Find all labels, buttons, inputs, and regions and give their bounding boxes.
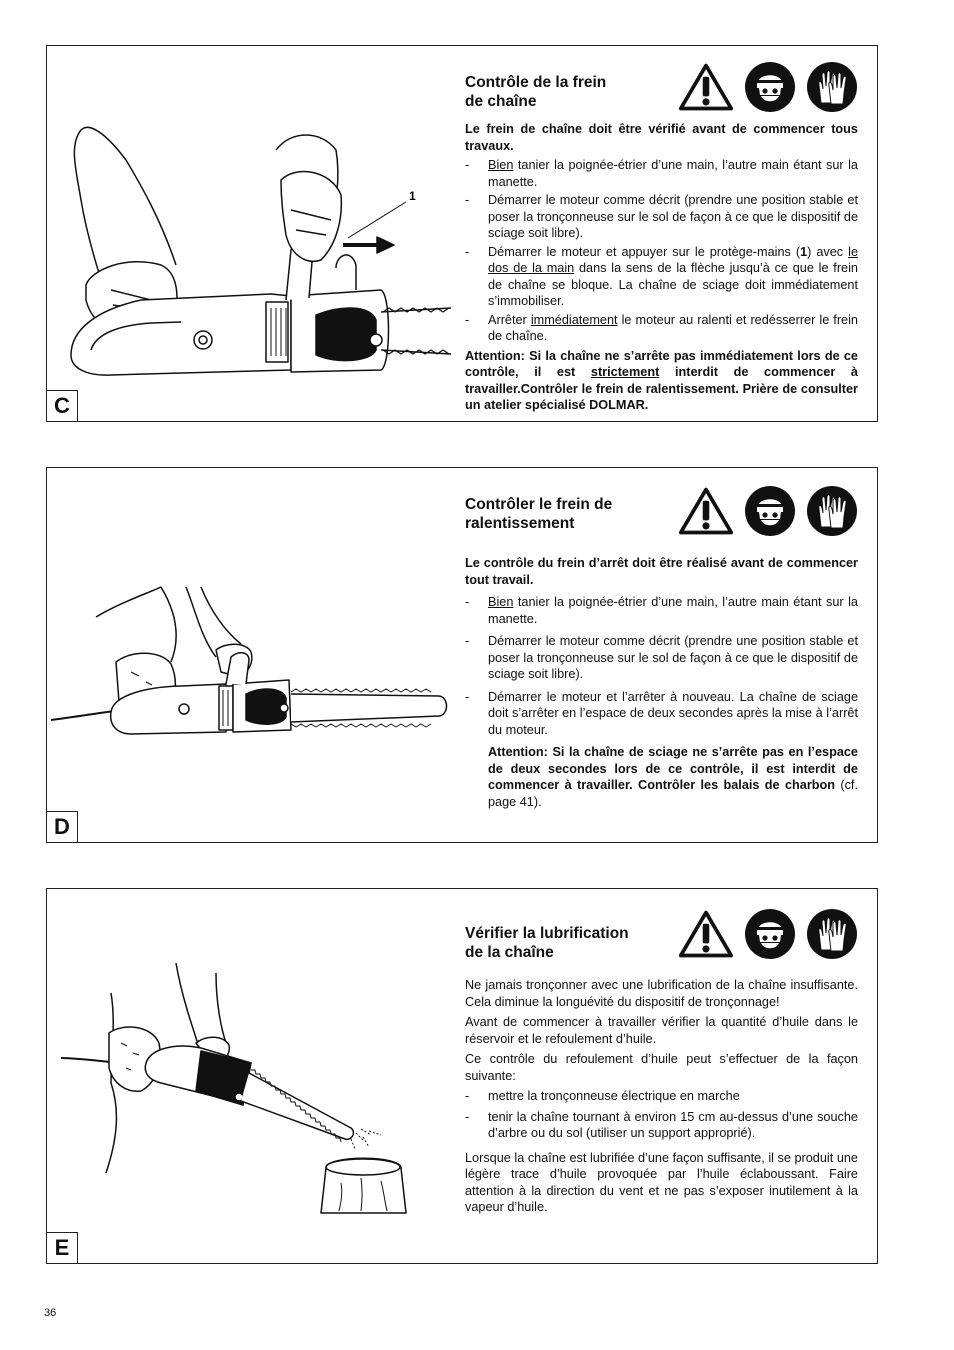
list-item: - Bien tanier la poignée-étrier d’une main, l’autre main étant sur la manette. [465,157,858,190]
section-d-panel [46,467,878,843]
section-e-paragraph: Ne jamais tronçonner avec une lubrification de la chaîne insuffisante. Cela diminue la longuévité du dispositif de tronçonnage! [465,978,858,1009]
list-item: - Démarrer le moteur comme décrit (prendre une position stable et poser la tronçonneuse sur le sol de façon à ce que le dispositif de sciage soit libre). [465,192,858,242]
list-item: - Bien tanier la poignée-étrier d’une main, l’autre main étant sur la manette. [465,594,858,627]
face-protection-icon [744,61,796,113]
section-c-heading: Contrôle de la frein de chaîne [465,74,607,110]
section-label: C [46,390,78,422]
chain-brake-illustration [51,50,451,380]
gloves-icon [806,61,858,113]
callout-number: 1 [409,189,416,203]
list-item: - Démarrer le moteur comme décrit (prendre une position stable et poser la tronçonneuse sur le sol de façon à ce que le dispositif de sciage soit libre). [465,633,858,683]
section-c-attention: Attention: Si la chaîne ne s’arrête pas immédiatement lors de ce contrôle, il est strictement interdit de commencer à travailler.Contrôler le frein de ralentissement. Prière de consulter un atelier spécialisé DOLMAR. [465,348,858,412]
section-c-panel [46,45,878,422]
face-protection-icon [744,908,796,960]
section-e-steps [465,1088,858,1142]
warning-triangle-icon [678,485,734,537]
safety-icons [678,61,858,113]
section-e-heading: Vérifier la lubrification de la chaîne [465,925,629,961]
section-e-panel [46,888,878,1264]
warning-triangle-icon [678,908,734,960]
section-c-intro: Le frein de chaîne doit être vérifié avant de commencer tous travaux. [465,122,858,153]
page-number: 36 [44,1307,57,1319]
section-e-paragraph: Avant de commencer à travailler vérifier la quantité d’huile dans le réservoir et le refoulement d’huile. [465,1015,858,1046]
list-item: - mettre la tronçonneuse électrique en marche [465,1088,858,1105]
safety-icons [678,485,858,537]
list-item: - tenir la chaîne tournant à environ 15 cm au-dessus d’une souche d’arbre ou du sol (utiliser un support approprié). [465,1109,858,1142]
section-e-paragraph: Ce contrôle du refoulement d’huile peut s’effectuer de la façon suivante: [465,1052,858,1083]
section-c-steps [465,157,858,345]
gloves-icon [806,908,858,960]
section-d-text [465,495,858,813]
chain-lubrication-illustration [51,893,451,1223]
section-e-paragraph: Lorsque la chaîne est lubrifiée d’une façon suffisante, il se produit une légère trace d’huile provoquée par l’huile éclaboussant. Faire attention à la direction du vent et ne pas s’exposer inutilement à la vapeur d’huile. [465,1150,858,1214]
section-d-steps [465,594,858,738]
section-label: D [46,811,78,843]
gloves-icon [806,485,858,537]
safety-icons [678,908,858,960]
section-d-heading: Contrôler le frein de ralentissement [465,496,613,532]
section-c-text [465,73,858,417]
list-item: - Démarrer le moteur et appuyer sur le protège-mains (1) avec le dos de la main dans la sens de la flèche jusqu’à ce que le frein de chaîne se bloque. La chaîne de sciage doit immédiatement s’immobiliser. [465,244,858,310]
warning-triangle-icon [678,61,734,113]
face-protection-icon [744,485,796,537]
section-d-attention: Attention: Si la chaîne de sciage ne s’arrête pas en l’espace de deux secondes lors de ce contrôle, il est interdit de commencer à travailler. Contrôler les balais de charbon (cf. page 41). [488,745,858,809]
section-e-text [465,924,858,1219]
slowdown-brake-illustration [51,472,451,802]
list-item: - Arrêter immédiatement le moteur au ralenti et redésserrer le frein de chaîne. [465,312,858,345]
section-d-intro: Le contrôle du frein d’arrêt doit être réalisé avant de commencer tout travail. [465,556,858,587]
section-label: E [46,1232,78,1264]
list-item: - Démarrer le moteur et l’arrêter à nouveau. La chaîne de sciage doit s’arrêter en l’espace de deux secondes après la mise à l’arrêt du moteur. [465,689,858,739]
